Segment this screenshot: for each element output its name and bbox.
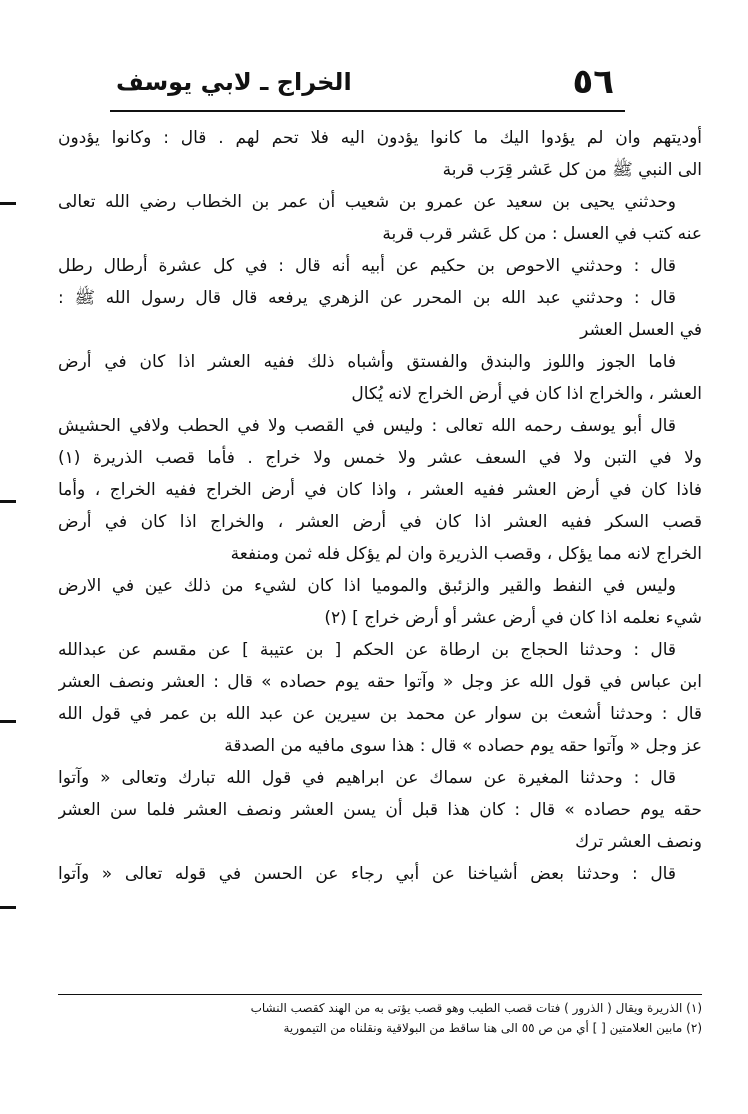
margin-mark <box>0 500 16 503</box>
text-line: عز وجل « وآتوا حقه يوم حصاده » قال : هذا سوى مافيه من الصدقة <box>224 736 702 756</box>
margin-mark <box>0 906 16 909</box>
text-line: قصب السكر ففيه العشر اذا كان في أرض العشر ، والخراج اذا كان في أرض <box>58 512 702 532</box>
text-line: قال : وحدثنا أشعث بن سوار عن محمد بن سيرين عن عبد الله بن عمر في قول الله <box>58 704 702 724</box>
footnote-1: (١) الذريرة ويقال ( الذرور ) فتات قصب الطيب وهو قصب يؤتى به من الهند كقصب النشاب <box>250 1001 702 1015</box>
text-line: فاذا كان في أرض العشر ففيه العشر ، واذا كان في أرض الخراج ففيه الخراج ، وأما <box>58 480 702 500</box>
text-line: أوديتهم وان لم يؤدوا اليك ما كانوا يؤدون اليه فلا تحم لهم . قال : وكانوا يؤدون <box>58 128 702 148</box>
text-line: وليس في النفط والقير والزئبق والموميا اذا كان لشيء من ذلك عين في الارض <box>58 576 676 596</box>
footnote-2: (٢) مابين العلامتين [ ] أي من ص ٥٥ الى هنا ساقط من البولاقية ونقلناه من التيمورية <box>283 1021 702 1035</box>
text-line: العشر ، والخراج اذا كان في أرض الخراج لانه يُكال <box>351 384 702 404</box>
header-rule <box>110 110 625 112</box>
text-line: الى النبي ﷺ من كل عَشر قِرَب قربة <box>442 160 702 180</box>
text-line: قال أبو يوسف رحمه الله تعالى : وليس في القصب ولا في الحطب ولافي الحشيش <box>58 416 676 436</box>
page-number: ٥٦ <box>572 62 614 102</box>
text-line: ولا في التبن ولا في السعف عشر ولا خمس ولا خراج . فأما قصب الذريرة (١) <box>58 448 702 468</box>
text-line: وحدثني يحيى بن سعيد عن عمرو بن شعيب أن عمر بن الخطاب رضي الله تعالى <box>58 192 676 212</box>
text-line: في العسل العشر <box>580 320 702 340</box>
text-line: قال : وحدثنا المغيرة عن سماك عن ابراهيم في قول الله تبارك وتعالى « وآتوا <box>58 768 676 788</box>
text-line: ابن عباس في قول الله عز وجل « وآتوا حقه يوم حصاده » قال : العشر ونصف العشر <box>58 672 702 692</box>
text-line: قال : وحدثنا الحجاج بن ارطاة عن الحكم [ بن عتيبة ] عن مقسم عن عبدالله <box>58 640 676 660</box>
text-line: ونصف العشر ترك <box>575 832 702 852</box>
text-line: قال : وحدثنا بعض أشياخنا عن أبي رجاء عن الحسن في قوله تعالى « وآتوا <box>58 864 676 884</box>
text-line: قال : وحدثني الاحوص بن حكيم عن أبيه أنه قال : في كل عشرة أرطال رطل <box>58 256 676 276</box>
footnotes <box>58 998 702 1038</box>
text-line: الخراج لانه مما يؤكل ، وقصب الذريرة وان لم يؤكل فله ثمن ومنفعة <box>230 544 702 564</box>
text-line: قال : وحدثني عبد الله بن المحرر عن الزهري يرفعه قال قال رسول الله ﷺ : <box>58 288 676 308</box>
text-line: شيء نعلمه اذا كان في أرض عشر أو أرض خراج ] (٢) <box>324 608 702 628</box>
text-line: فاما الجوز واللوز والبندق والفستق وأشباه ذلك ففيه العشر اذا كان في أرض <box>58 352 676 372</box>
text-line: حقه يوم حصاده » قال : كان هذا قبل أن يسن العشر ونصف العشر فلما سن العشر <box>58 800 702 820</box>
footnote-rule <box>58 994 702 995</box>
body-text <box>58 122 702 890</box>
running-head: الخراج ـ لابي يوسف <box>116 68 352 96</box>
margin-mark <box>0 720 16 723</box>
margin-mark <box>0 202 16 205</box>
page-header <box>110 60 620 108</box>
text-line: عنه كتب في العسل : من كل عَشر قرب قربة <box>382 224 702 244</box>
